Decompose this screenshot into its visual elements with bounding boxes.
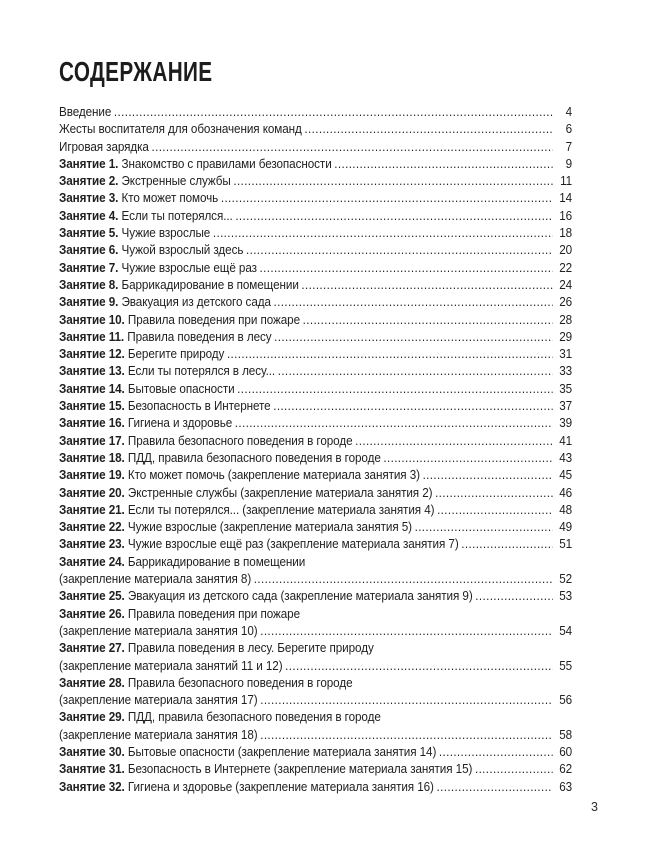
- toc-entry: [59, 587, 572, 604]
- toc-entry: [59, 207, 572, 224]
- dot-leader: [260, 622, 552, 639]
- dot-leader: [254, 570, 553, 587]
- toc-entry-label: Занятие 3.: [59, 190, 119, 206]
- toc-entry-title: Введение: [59, 104, 112, 119]
- toc-entry-page: 24: [559, 276, 573, 292]
- toc-entry-title-continuation: (закрепление материала занятия 8): [59, 571, 252, 587]
- toc-entry-title: Гигиена и здоровье: [127, 415, 233, 431]
- toc-entry-title: Знакомство с правилами безопасности: [121, 155, 332, 171]
- toc-entry: [59, 259, 572, 276]
- toc-entry-page: 58: [559, 726, 573, 742]
- toc-entry-title-continuation: (закрепление материала занятия 17): [59, 692, 258, 708]
- dot-leader: [233, 172, 552, 189]
- toc-entry-label: Занятие 9.: [59, 294, 119, 310]
- toc-entry: [59, 484, 572, 501]
- toc-entry: [59, 639, 572, 656]
- dot-leader: [213, 224, 553, 241]
- toc-entry-page: 56: [559, 692, 573, 708]
- toc-entry-label: Занятие 30.: [59, 743, 125, 759]
- toc-entry-title-continuation: (закрепление материала занятия 10): [59, 622, 258, 638]
- toc-entry-title: Бытовые опасности (закрепление материала занятия 14): [127, 743, 437, 759]
- toc-entry-title: Безопасность в Интернете (закрепление материала занятия 15): [127, 761, 473, 777]
- dot-leader: [246, 241, 553, 258]
- toc-entry-continuation: [59, 657, 572, 674]
- toc-entry-label: Занятие 18.: [59, 449, 125, 465]
- toc-entry-title: Безопасность в Интернете: [127, 398, 271, 414]
- toc-entry-page: 11: [560, 173, 573, 189]
- toc-entry-page: 60: [559, 743, 573, 759]
- toc-entry-page: 37: [559, 398, 573, 414]
- toc-entry-title: Гигиена и здоровье (закрепление материала занятия 16): [127, 778, 434, 794]
- toc-entry-label: Занятие 28.: [59, 674, 125, 690]
- toc-entry-title: Кто может помочь: [121, 190, 219, 206]
- toc-entry: [59, 155, 572, 172]
- toc-entry-title: Игровая зарядка: [59, 138, 149, 154]
- toc-entry-title: ПДД, правила безопасного поведения в городе: [127, 709, 381, 725]
- toc-entry-title: Эвакуация из детского сада: [121, 294, 271, 310]
- toc-entry-label: Занятие 26.: [59, 605, 125, 621]
- dot-leader: [235, 207, 552, 224]
- toc-entry-label: Занятие 17.: [59, 432, 125, 448]
- dot-leader: [334, 155, 552, 172]
- toc-entry-page: 14: [559, 190, 573, 206]
- dot-leader: [439, 743, 553, 760]
- toc-entry: [59, 380, 572, 397]
- toc-entry-label: Занятие 23.: [59, 536, 125, 552]
- toc-entry: [59, 120, 572, 137]
- toc-entry-continuation: [59, 691, 572, 708]
- dot-leader: [303, 311, 553, 328]
- dot-leader: [278, 362, 553, 379]
- toc-entry-label: Занятие 29.: [59, 709, 125, 725]
- dot-leader: [475, 587, 552, 604]
- toc-entry-page: 46: [559, 484, 573, 500]
- toc-entry-page: 28: [559, 311, 573, 327]
- toc-entry-title: Если ты потерялся в лесу...: [127, 363, 276, 379]
- toc-entry: [59, 172, 572, 189]
- toc-entry-title-continuation: (закрепление материала занятий 11 и 12): [59, 657, 283, 673]
- toc-entry: [59, 432, 572, 449]
- toc-entry-label: Занятие 12.: [59, 346, 125, 362]
- toc-entry-title: Баррикадирование в помещении: [121, 276, 299, 292]
- toc-entry-page: 45: [559, 467, 573, 483]
- toc-entry-page: 39: [559, 415, 573, 431]
- toc-entry-page: 52: [559, 571, 573, 587]
- toc-entry-page: 31: [559, 346, 573, 362]
- dot-leader: [114, 103, 553, 120]
- toc-entry-page: 7: [565, 138, 573, 154]
- toc-entry-page: 6: [565, 121, 573, 137]
- toc-entry-page: 4: [565, 104, 573, 119]
- dot-leader: [355, 432, 553, 449]
- dot-leader: [273, 397, 552, 414]
- toc-entry: [59, 466, 572, 483]
- dot-leader: [227, 345, 553, 362]
- toc-entry: [59, 224, 572, 241]
- toc-entry-page: 51: [559, 536, 573, 552]
- toc-entry: [59, 449, 572, 466]
- toc-entry-label: Занятие 10.: [59, 311, 125, 327]
- toc-entry: [59, 103, 572, 120]
- toc-entry-page: 41: [559, 432, 573, 448]
- toc-entry-label: Занятие 27.: [59, 640, 125, 656]
- toc-entry-title-continuation: (закрепление материала занятия 18): [59, 726, 258, 742]
- toc-entry-title: Экстренные службы (закрепление материала занятия 2): [127, 484, 433, 500]
- toc-entry-label: Занятие 25.: [59, 588, 125, 604]
- toc-entry-title: ПДД, правила безопасного поведения в городе: [127, 449, 381, 465]
- dot-leader: [151, 138, 552, 155]
- dot-leader: [237, 380, 552, 397]
- dot-leader: [435, 484, 553, 501]
- toc-entry-page: 29: [559, 328, 573, 344]
- toc-entry-page: 48: [559, 501, 573, 517]
- dot-leader: [235, 414, 553, 431]
- toc-entry-title: Чужой взрослый здесь: [121, 242, 244, 258]
- dot-leader: [437, 778, 553, 795]
- toc-entry-title: Эвакуация из детского сада (закрепление материала занятия 9): [127, 588, 473, 604]
- toc-entry-page: 16: [559, 207, 573, 223]
- toc-entry-page: 26: [559, 294, 573, 310]
- toc-entry-label: Занятие 6.: [59, 242, 119, 258]
- toc-entry: [59, 414, 572, 431]
- toc-entry-label: Занятие 2.: [59, 173, 119, 189]
- toc-entry: [59, 345, 572, 362]
- toc-entry-page: 53: [559, 588, 573, 604]
- dot-leader: [415, 518, 553, 535]
- toc-entry-page: 20: [559, 242, 573, 258]
- toc-entry-title: Правила поведения в лесу: [127, 328, 272, 344]
- toc-entry-title: Жесты воспитателя для обозначения команд: [59, 121, 302, 137]
- toc-entry-title: Баррикадирование в помещении: [127, 553, 306, 569]
- dot-leader: [274, 328, 553, 345]
- toc-entry-title: Берегите природу: [127, 346, 225, 362]
- toc-entry-label: Занятие 22.: [59, 519, 125, 535]
- toc-entry-title: Кто может помочь (закрепление материала занятия 3): [127, 467, 420, 483]
- toc-entry-label: Занятие 13.: [59, 363, 125, 379]
- toc-entry-label: Занятие 31.: [59, 761, 125, 777]
- toc-entry-label: Занятие 5.: [59, 225, 119, 241]
- toc-entry: [59, 518, 572, 535]
- dot-leader: [285, 657, 553, 674]
- toc-entry-page: 54: [559, 622, 573, 638]
- toc-entry-title: Чужие взрослые ещё раз: [121, 259, 257, 275]
- toc-entry-label: Занятие 14.: [59, 380, 125, 396]
- toc-entry-page: 62: [559, 761, 573, 777]
- toc-entry: [59, 189, 572, 206]
- toc-entry-title: Правила безопасного поведения в городе: [127, 674, 353, 690]
- toc-entry-title: Бытовые опасности: [127, 380, 235, 396]
- toc-entry-page: 33: [559, 363, 573, 379]
- dot-leader: [260, 726, 552, 743]
- dot-leader: [437, 501, 553, 518]
- toc-entry-continuation: [59, 726, 572, 743]
- toc-entry: [59, 674, 572, 691]
- toc-list: [59, 103, 572, 795]
- toc-entry: [59, 241, 572, 258]
- toc-entry: [59, 311, 572, 328]
- toc-entry-title: Правила поведения в лесу. Берегите природу: [127, 640, 374, 656]
- toc-entry-label: Занятие 4.: [59, 207, 119, 223]
- toc-entry-page: 43: [559, 449, 573, 465]
- toc-entry-page: 55: [559, 657, 573, 673]
- toc-entry-label: Занятие 32.: [59, 778, 125, 794]
- toc-entry-title: Чужие взрослые (закрепление материала занятия 5): [127, 519, 412, 535]
- dot-leader: [260, 691, 552, 708]
- dot-leader: [383, 449, 552, 466]
- toc-entry: [59, 778, 572, 795]
- toc-entry-page: 63: [559, 778, 573, 794]
- dot-leader: [221, 189, 553, 206]
- page-title: СОДЕРЖАНИЕ: [59, 56, 213, 87]
- toc-entry-page: 18: [559, 225, 573, 241]
- toc-entry: [59, 535, 572, 552]
- toc-entry-label: Занятие 19.: [59, 467, 125, 483]
- toc-entry-page: 22: [559, 259, 573, 275]
- toc-entry-label: Занятие 11.: [59, 328, 125, 344]
- toc-entry: [59, 553, 572, 570]
- toc-entry-continuation: [59, 570, 572, 587]
- toc-entry: [59, 760, 572, 777]
- dot-leader: [260, 259, 553, 276]
- toc-entry-title: Чужие взрослые ещё раз (закрепление материала занятия 7): [127, 536, 459, 552]
- toc-entry: [59, 293, 572, 310]
- dot-leader: [301, 276, 552, 293]
- toc-entry: [59, 276, 572, 293]
- toc-entry-label: Занятие 8.: [59, 276, 119, 292]
- toc-entry: [59, 605, 572, 622]
- toc-entry-page: 9: [565, 155, 573, 171]
- toc-entry-label: Занятие 20.: [59, 484, 125, 500]
- dot-leader: [304, 120, 552, 137]
- toc-entry-title: Правила поведения при пожаре: [127, 311, 301, 327]
- toc-entry-label: Занятие 7.: [59, 259, 119, 275]
- toc-entry-label: Занятие 21.: [59, 501, 125, 517]
- dot-leader: [475, 760, 553, 777]
- toc-entry-label: Занятие 15.: [59, 398, 125, 414]
- toc-entry: [59, 501, 572, 518]
- toc-entry-title: Правила безопасного поведения в городе: [127, 432, 353, 448]
- dot-leader: [423, 466, 553, 483]
- toc-entry-label: Занятие 24.: [59, 553, 125, 569]
- page-number: 3: [591, 800, 598, 814]
- toc-entry-title: Если ты потерялся... (закрепление материала занятия 4): [127, 501, 435, 517]
- toc-entry: [59, 743, 572, 760]
- toc-entry: [59, 138, 572, 155]
- toc-entry-continuation: [59, 622, 572, 639]
- toc-entry-label: Занятие 1.: [59, 155, 119, 171]
- toc-entry: [59, 362, 572, 379]
- toc-entry: [59, 328, 572, 345]
- toc-entry-title: Правила поведения при пожаре: [127, 605, 301, 621]
- toc-entry-page: 49: [559, 519, 573, 535]
- toc-entry-title: Если ты потерялся...: [121, 207, 233, 223]
- dot-leader: [461, 535, 552, 552]
- toc-entry-title: Чужие взрослые: [121, 225, 211, 241]
- toc-entry-page: 35: [559, 380, 573, 396]
- toc-entry-label: Занятие 16.: [59, 415, 125, 431]
- toc-entry-title: Экстренные службы: [121, 173, 231, 189]
- toc-entry: [59, 397, 572, 414]
- dot-leader: [274, 293, 553, 310]
- toc-entry: [59, 708, 572, 725]
